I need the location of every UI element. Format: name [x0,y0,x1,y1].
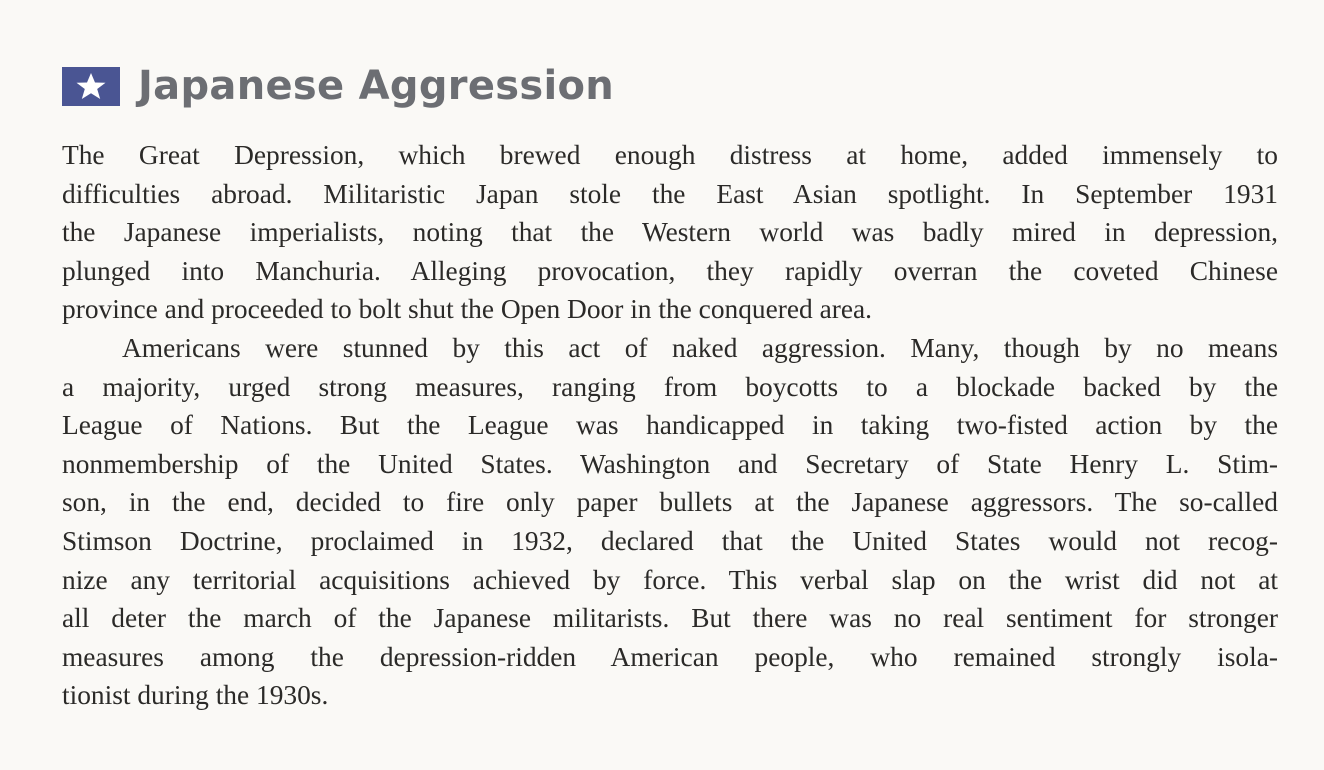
text-line: tionist during the 1930s. [62,680,329,711]
section-title: Japanese Aggression [138,63,615,109]
text-line: nize any territorial acquisitions achieved by force. This verbal slap on the wrist did not at [62,564,1278,595]
text-line: a majority, urged strong measures, ranging from boycotts to a blockade backed by the [62,371,1278,402]
text-line: son, in the end, decided to fire only paper bullets at the Japanese aggressors. The so-called [62,487,1278,518]
text-line: the Japanese imperialists, noting that the Western world was badly mired in depression, [62,217,1278,248]
star-icon [62,67,120,106]
text-line: difficulties abroad. Militaristic Japan stole the East Asian spotlight. In September 1931 [62,178,1278,209]
paragraph-1 [62,136,1278,329]
section-heading [62,56,614,116]
text-line: plunged into Manchuria. Alleging provocation, they rapidly overran the coveted Chinese [62,255,1278,286]
text-line: all deter the march of the Japanese militarists. But there was no real sentiment for stronger [62,603,1278,634]
text-line: nonmembership of the United States. Washington and Secretary of State Henry L. Stim- [62,448,1278,479]
text-line: Americans were stunned by this act of naked aggression. Many, though by no means [122,332,1278,363]
article-body [62,136,1278,715]
text-line: League of Nations. But the League was handicapped in taking two-fisted action by the [62,410,1278,441]
text-line: Stimson Doctrine, proclaimed in 1932, declared that the United States would not recog- [62,525,1278,556]
paragraph-2 [62,329,1278,715]
star-glyph [74,71,108,101]
text-line: The Great Depression, which brewed enough distress at home, added immensely to [62,140,1278,170]
text-line: province and proceeded to bolt shut the Open Door in the conquered area. [62,294,873,325]
text-line: measures among the depression-ridden American people, who remained strongly isola- [62,641,1278,672]
